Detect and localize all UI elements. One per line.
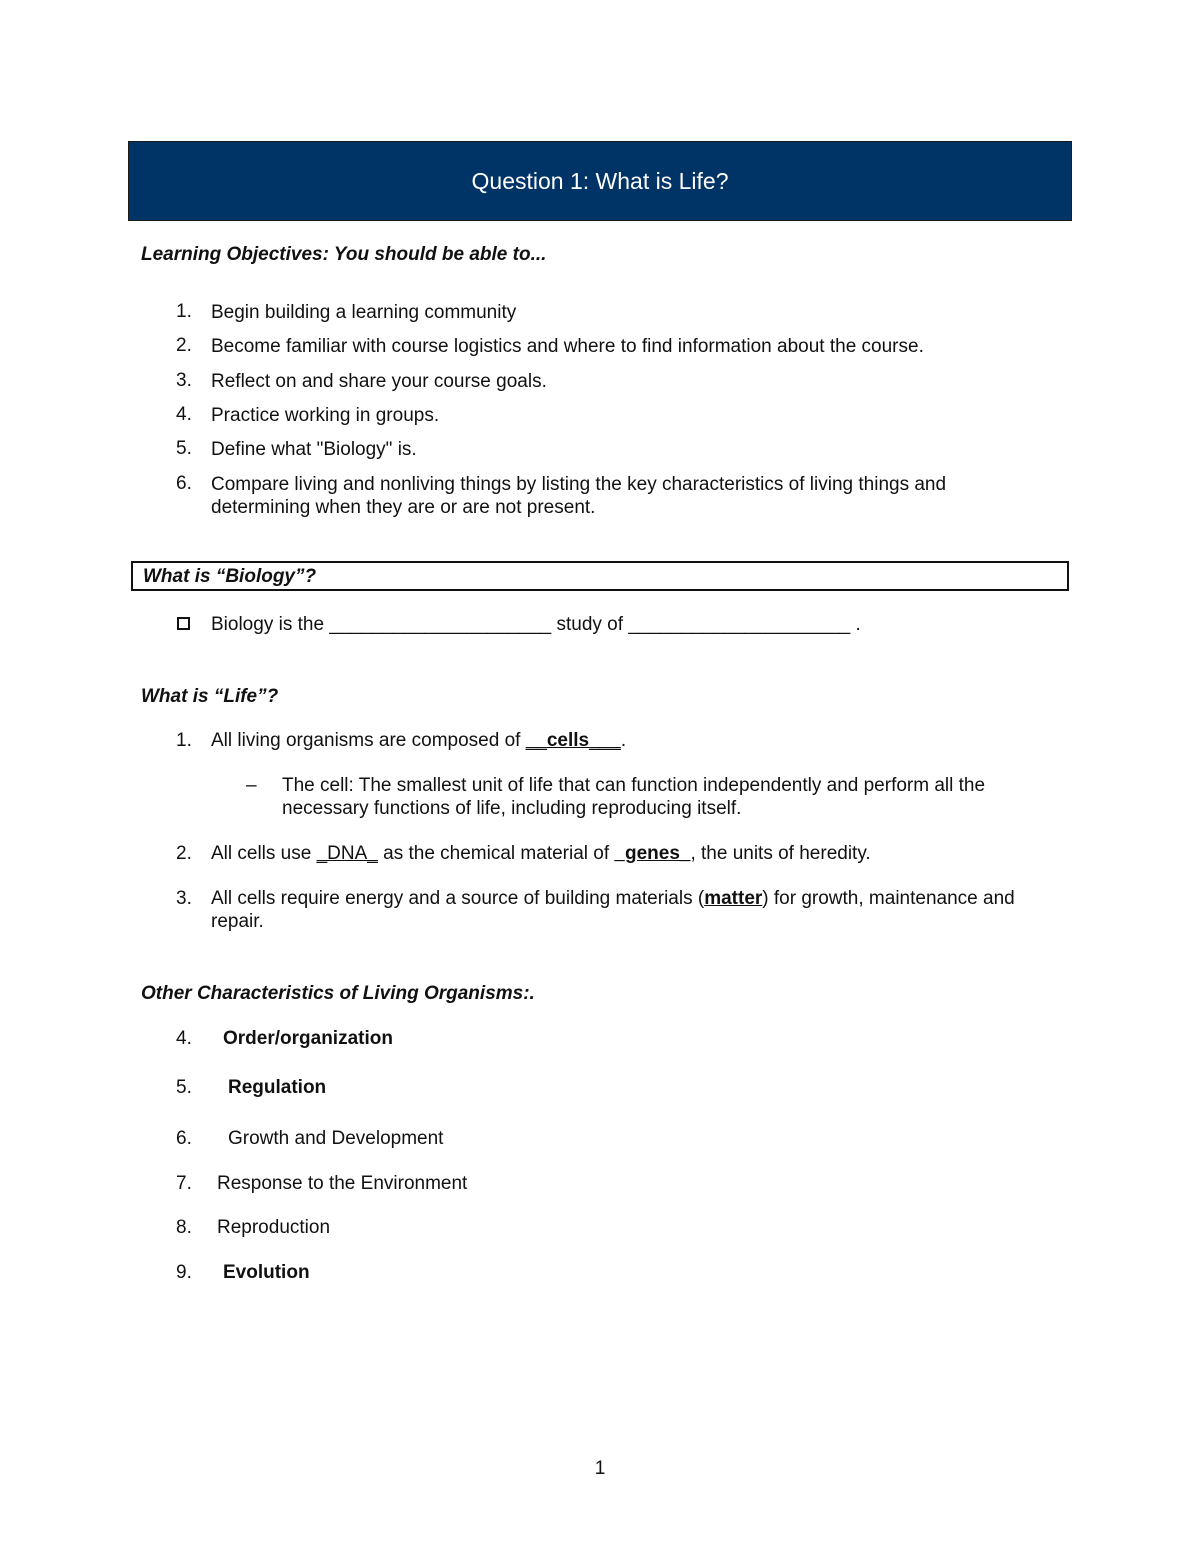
list-item-text: Reproduction bbox=[217, 1217, 331, 1238]
list-item-text: Begin building a learning community bbox=[211, 302, 517, 323]
page-number: 1 bbox=[594, 1458, 606, 1479]
sentence-text: . bbox=[850, 614, 861, 635]
list-item-text: Become familiar with course logistics and where to find information about the course. bbox=[211, 336, 924, 357]
sentence-text: All cells use bbox=[211, 843, 317, 864]
list-item-text: Compare living and nonliving things by listing the key characteristics of living things and bbox=[211, 474, 947, 495]
list-number: 1. bbox=[176, 301, 192, 322]
list-number: 4. bbox=[176, 404, 192, 425]
cell-definition-line1: The cell: The smallest unit of life that can function independently and perform all the bbox=[282, 775, 986, 796]
list-item-text: Evolution bbox=[223, 1262, 310, 1283]
list-number: 8. bbox=[176, 1217, 192, 1238]
biology-definition-sentence bbox=[211, 614, 861, 636]
list-number: 9. bbox=[176, 1262, 192, 1283]
sentence-text: study of bbox=[551, 614, 629, 635]
other-characteristics-heading: Other Characteristics of Living Organisms:. bbox=[141, 983, 535, 1004]
life-item-energy-continued: repair. bbox=[211, 911, 264, 932]
list-number: 5. bbox=[176, 438, 192, 459]
list-item-text: Reflect on and share your course goals. bbox=[211, 371, 547, 392]
answer-cells: cells bbox=[546, 730, 590, 751]
list-item-text-continued: determining when they are or are not present. bbox=[211, 497, 596, 518]
learning-objectives-heading: Learning Objectives: You should be able to... bbox=[141, 244, 547, 265]
list-item-text: Order/organization bbox=[223, 1028, 393, 1049]
list-number: 6. bbox=[176, 1128, 192, 1149]
list-number: 2. bbox=[176, 843, 192, 864]
life-item-dna bbox=[211, 843, 871, 865]
fill-in-blank: _____________________ bbox=[628, 614, 851, 635]
list-item-text: Growth and Development bbox=[228, 1128, 444, 1149]
title-banner bbox=[128, 141, 1072, 221]
sentence-text: as the chemical material of bbox=[377, 843, 615, 864]
sentence-text: ) for growth, maintenance and bbox=[762, 888, 1015, 909]
fill-in-blank: _____________________ bbox=[329, 614, 552, 635]
list-number: 1. bbox=[176, 730, 192, 751]
sentence-text: Biology is the bbox=[211, 614, 330, 635]
biology-heading: What is “Biology”? bbox=[143, 566, 317, 587]
biology-heading-box bbox=[131, 561, 1069, 591]
answer-dna: _DNA_ bbox=[316, 843, 378, 864]
list-number: 3. bbox=[176, 370, 192, 391]
list-number: 2. bbox=[176, 335, 192, 356]
list-number: 6. bbox=[176, 473, 192, 494]
answer-genes: _genes_ bbox=[614, 843, 691, 864]
sentence-text: All living organisms are composed of bbox=[211, 730, 526, 751]
list-number: 5. bbox=[176, 1077, 192, 1098]
list-number: 3. bbox=[176, 888, 192, 909]
list-item-text: Response to the Environment bbox=[217, 1173, 468, 1194]
sentence-text: All cells require energy and a source of building materials ( bbox=[211, 888, 705, 909]
answer-matter: matter bbox=[704, 888, 763, 909]
life-heading: What is “Life”? bbox=[141, 686, 279, 707]
sentence-text: , the units of heredity. bbox=[690, 843, 871, 864]
list-number: 7. bbox=[176, 1173, 192, 1194]
cell-definition-line2: necessary functions of life, including reproducing itself. bbox=[282, 798, 742, 819]
checkbox-icon bbox=[177, 617, 190, 630]
blank-suffix: ___ bbox=[589, 730, 621, 751]
life-item-cells bbox=[211, 730, 626, 752]
list-number: 4. bbox=[176, 1028, 192, 1049]
life-item-energy bbox=[211, 888, 1015, 910]
blank-prefix: __ bbox=[525, 730, 547, 751]
sentence-text: . bbox=[620, 730, 627, 751]
list-item-text: Regulation bbox=[228, 1077, 327, 1098]
list-item-text: Define what "Biology" is. bbox=[211, 439, 417, 460]
page-title: Question 1: What is Life? bbox=[471, 167, 729, 194]
dash-bullet: – bbox=[246, 775, 257, 796]
list-item-text: Practice working in groups. bbox=[211, 405, 440, 426]
